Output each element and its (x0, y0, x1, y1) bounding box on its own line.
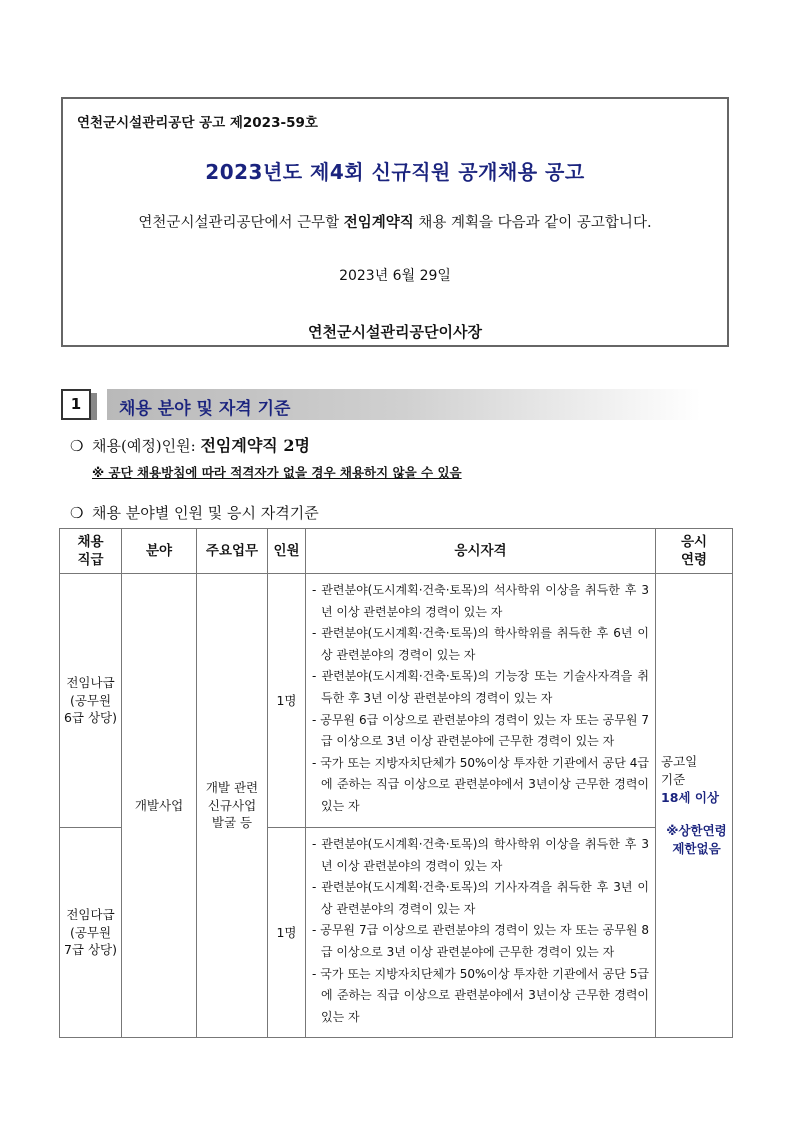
section-number-shadow (91, 393, 97, 420)
section-header (61, 389, 701, 420)
table-caption: 채용 분야별 인원 및 응시 자격기준 (92, 504, 319, 522)
qualifications-cell (306, 574, 656, 828)
count-cell (268, 574, 306, 828)
grade-text: 전임나급 (공무원 6급 상당) (63, 675, 118, 726)
notice-box (61, 97, 729, 347)
section-number: 1 (61, 389, 91, 420)
table-row (60, 574, 733, 828)
planned-hires-line (70, 433, 310, 456)
qualifications-cell (306, 828, 656, 1038)
table-caption-line (70, 502, 319, 523)
qualification-item: - 관련분야(도시계획·건축·토목)의 석사학위 이상을 취득한 후 3년 이상 관련분야의 경력이 있는 자 (312, 583, 649, 619)
circle-bullet-icon: ❍ (70, 437, 84, 455)
header-duties: 주요업무 (197, 529, 268, 574)
qualification-item: - 공무원 7급 이상으로 관련분야의 경력이 있는 자 또는 공무원 8급 이상으로 3년 이상 관련분야에 근무한 경력이 있는 자 (312, 923, 649, 959)
section-title-bar (107, 389, 701, 420)
table-header-row (60, 529, 733, 574)
planned-hires-value: 전임계약직 2명 (200, 436, 310, 455)
field-cell (122, 574, 197, 1038)
field-text: 개발사업 (134, 797, 184, 813)
hiring-policy-note: ※ 공단 채용방침에 따라 적격자가 없을 경우 채용하지 않을 수 있음 (92, 465, 462, 480)
header-field: 분야 (122, 529, 197, 574)
duties-cell (197, 574, 268, 1038)
age-line-2: 기준 (661, 772, 686, 788)
notice-body-suffix: 채용 계획을 다음과 같이 공고합니다. (413, 215, 652, 231)
notice-date: 2023년 6월 29일 (339, 268, 451, 284)
header-age (656, 529, 733, 574)
age-cell (656, 574, 733, 1038)
planned-hires-label: 채용(예정)인원: (92, 437, 201, 455)
notice-signer: 연천군시설관리공단이사장 (308, 323, 482, 341)
notice-body-bold: 전임계약직 (343, 215, 414, 231)
qualification-item: - 관련분야(도시계획·건축·토목)의 학사학위를 취득한 후 6년 이상 관련분야의 경력이 있는 자 (312, 626, 649, 662)
qualification-item: - 관련분야(도시계획·건축·토목)의 기사자격을 취득한 후 3년 이상 관련분야의 경력이 있는 자 (312, 880, 649, 916)
age-minimum: 18세 이상 (661, 790, 719, 806)
grade-text: 전임다급 (공무원 7급 상당) (63, 907, 118, 958)
qualification-item: - 공무원 6급 이상으로 관련분야의 경력이 있는 자 또는 공무원 7급 이상으로 3년 이상 관련분야에 근무한 경력이 있는 자 (312, 712, 649, 749)
notice-title: 2023년도 제4회 신규직원 공개채용 공고 (205, 160, 585, 184)
age-upper-limit-note: ※상한연령 제한없음 (666, 822, 727, 856)
age-line-1: 공고일 (661, 754, 698, 770)
circle-bullet-icon: ❍ (70, 504, 84, 522)
qualification-item: - 관련분야(도시계획·건축·토목)의 학사학위 이상을 취득한 후 3년 이상 관련분야의 경력이 있는 자 (312, 837, 649, 873)
header-grade-label: 채용 직급 (77, 533, 104, 568)
notice-number: 연천군시설관리공단 공고 제2023-59호 (77, 115, 318, 131)
grade-cell (60, 828, 122, 1038)
header-grade (60, 529, 122, 574)
grade-cell (60, 574, 122, 828)
requirements-table (59, 528, 733, 1038)
qualification-item: - 국가 또는 지방자치단체가 50%이상 투자한 기관에서 공단 4급에 준하는 직급 이상으로 관련분야에서 3년이상 근무한 경력이 있는 자 (312, 755, 649, 813)
count-text: 1명 (276, 924, 297, 940)
notice-body-prefix: 연천군시설관리공단에서 근무할 (138, 215, 344, 231)
count-cell (268, 828, 306, 1038)
header-count: 인원 (268, 529, 306, 574)
section-title: 채용 분야 및 자격 기준 (119, 399, 291, 419)
notice-body (63, 211, 727, 232)
qualification-item: - 관련분야(도시계획·건축·토목)의 기능장 또는 기술사자격을 취득한 후 3년 이상 관련분야의 경력이 있는 자 (312, 669, 649, 705)
header-age-label: 응시 연령 (680, 533, 708, 568)
duties-text: 개발 관련 신규사업 발굴 등 (205, 780, 259, 831)
header-qualifications: 응시자격 (306, 529, 656, 574)
qualification-item: - 국가 또는 지방자치단체가 50%이상 투자한 기관에서 공단 5급에 준하는 직급 이상으로 관련분야에서 3년이상 근무한 경력이 있는 자 (312, 966, 649, 1024)
count-text: 1명 (276, 692, 297, 708)
